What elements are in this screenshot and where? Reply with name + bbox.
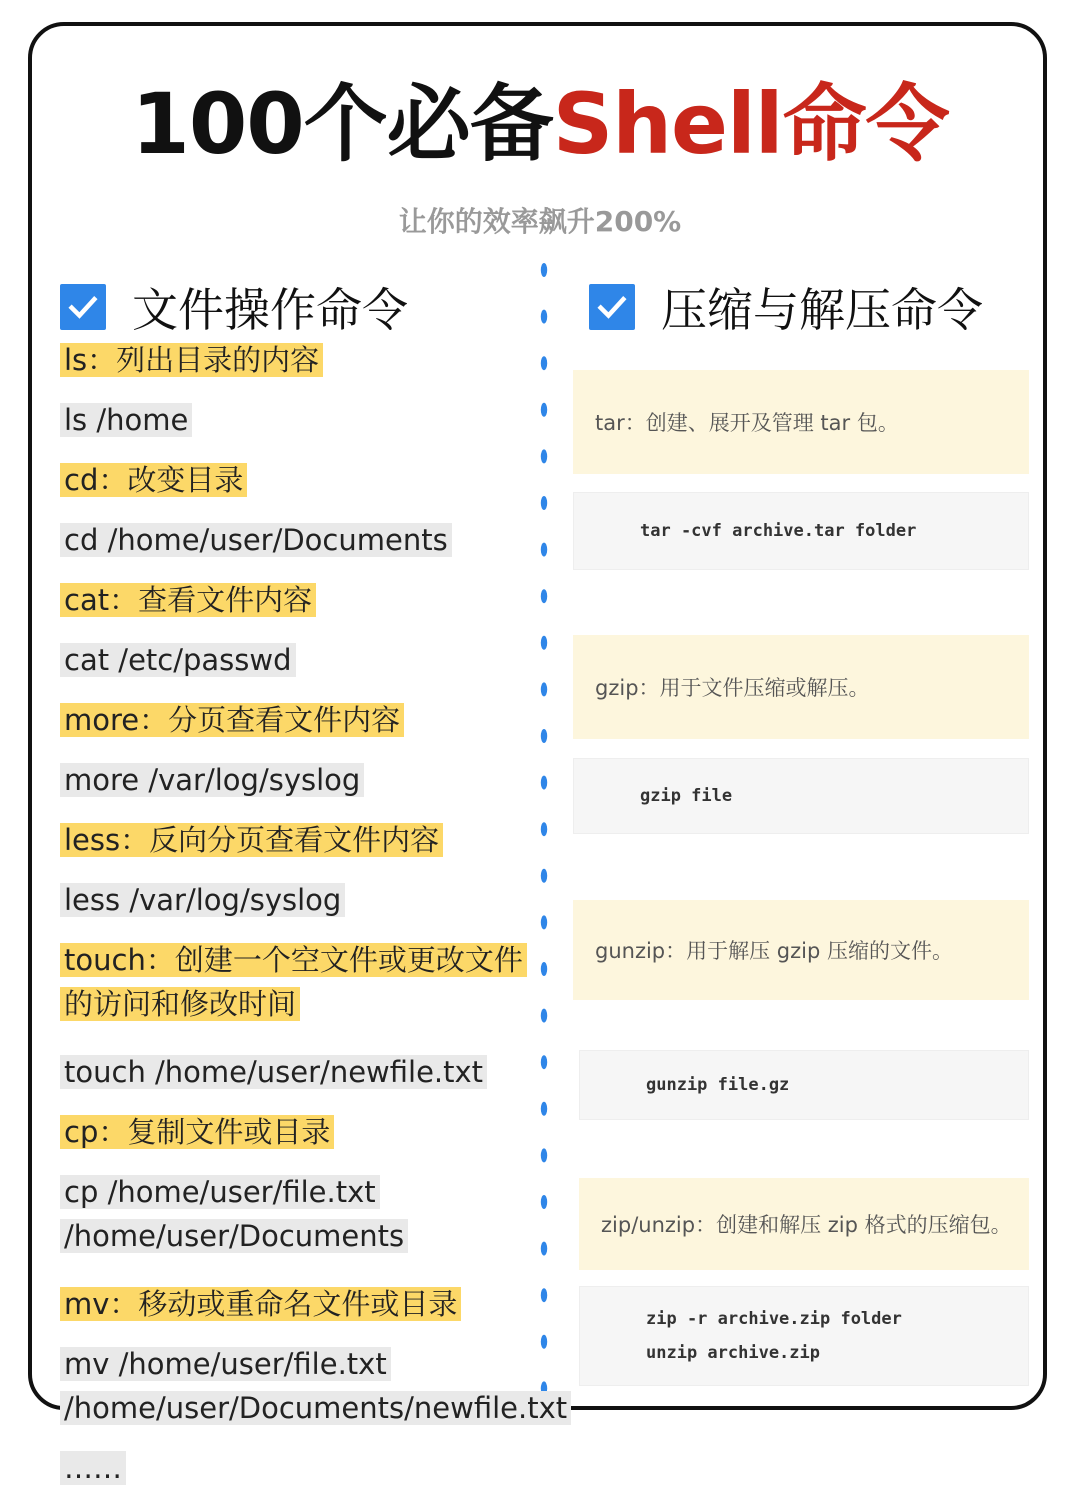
file-command-list (60, 338, 568, 1506)
divider-dot (541, 263, 547, 277)
list-item-cmd: ls /home (60, 398, 530, 442)
divider-dot (541, 356, 547, 370)
title-prefix: 100个必备 (131, 75, 553, 173)
list-item-desc: less：反向分页查看文件内容 (60, 818, 530, 862)
divider-dot (541, 403, 547, 417)
divider-dot (541, 822, 547, 836)
list-ellipsis: …… (60, 1446, 530, 1490)
list-item-cmd: cp /home/user/file.txt /home/user/Documents (60, 1170, 530, 1258)
divider-dot (541, 636, 547, 650)
divider-dot (541, 1242, 547, 1256)
code-block: gunzip file.gz (579, 1050, 1029, 1120)
divider-dot (541, 1195, 547, 1209)
divider-dot (541, 962, 547, 976)
divider-dot (541, 869, 547, 883)
left-section-title: 文件操作命令 (132, 283, 408, 337)
divider-dot (541, 496, 547, 510)
divider-dot (541, 1335, 547, 1349)
page-subtitle: 让你的效率飙升200% (398, 205, 682, 238)
code-block: gzip file (573, 758, 1029, 834)
list-item-desc: cd：改变目录 (60, 458, 530, 502)
list-item-cmd: mv /home/user/file.txt /home/user/Documents/newfile.txt (60, 1342, 530, 1430)
page-title (0, 75, 1080, 173)
checkbox-icon (60, 284, 106, 330)
card-desc: zip/unzip：创建和解压 zip 格式的压缩包。 (579, 1178, 1029, 1270)
divider-dot (541, 1009, 547, 1023)
dotted-divider (539, 262, 549, 1402)
list-item-desc: touch：创建一个空文件或更改文件的访问和修改时间 (60, 938, 530, 1026)
divider-dot (541, 729, 547, 743)
checkbox-icon (589, 284, 635, 330)
divider-dot (541, 682, 547, 696)
list-item-cmd: touch /home/user/newfile.txt (60, 1050, 530, 1094)
title-accent: Shell命令 (552, 75, 949, 173)
divider-dot (541, 310, 547, 324)
divider-dot (541, 543, 547, 557)
divider-dot (541, 589, 547, 603)
list-item-desc: cp：复制文件或目录 (60, 1110, 530, 1154)
card-desc: gunzip：用于解压 gzip 压缩的文件。 (573, 900, 1029, 1000)
divider-dot (541, 1148, 547, 1162)
divider-dot (541, 776, 547, 790)
card-desc: tar：创建、展开及管理 tar 包。 (573, 370, 1029, 474)
list-item-desc: cat：查看文件内容 (60, 578, 530, 622)
list-item-desc: ls：列出目录的内容 (60, 338, 530, 382)
list-item-desc: more：分页查看文件内容 (60, 698, 530, 742)
divider-dot (541, 1288, 547, 1302)
left-section-header (60, 274, 408, 340)
right-section-header (589, 274, 983, 340)
list-item-cmd: cat /etc/passwd (60, 638, 530, 682)
divider-dot (541, 1055, 547, 1069)
code-block: zip -r archive.zip folder unzip archive.zip (579, 1286, 1029, 1386)
divider-dot (541, 915, 547, 929)
list-item-cmd: more /var/log/syslog (60, 758, 530, 802)
code-block: tar -cvf archive.tar folder (573, 492, 1029, 570)
right-section-title: 压缩与解压命令 (661, 283, 983, 337)
divider-dot (541, 1102, 547, 1116)
list-item-cmd: cd /home/user/Documents (60, 518, 530, 562)
list-item-cmd: less /var/log/syslog (60, 878, 530, 922)
list-item-desc: mv：移动或重命名文件或目录 (60, 1282, 530, 1326)
divider-dot (541, 449, 547, 463)
card-desc: gzip：用于文件压缩或解压。 (573, 635, 1029, 739)
